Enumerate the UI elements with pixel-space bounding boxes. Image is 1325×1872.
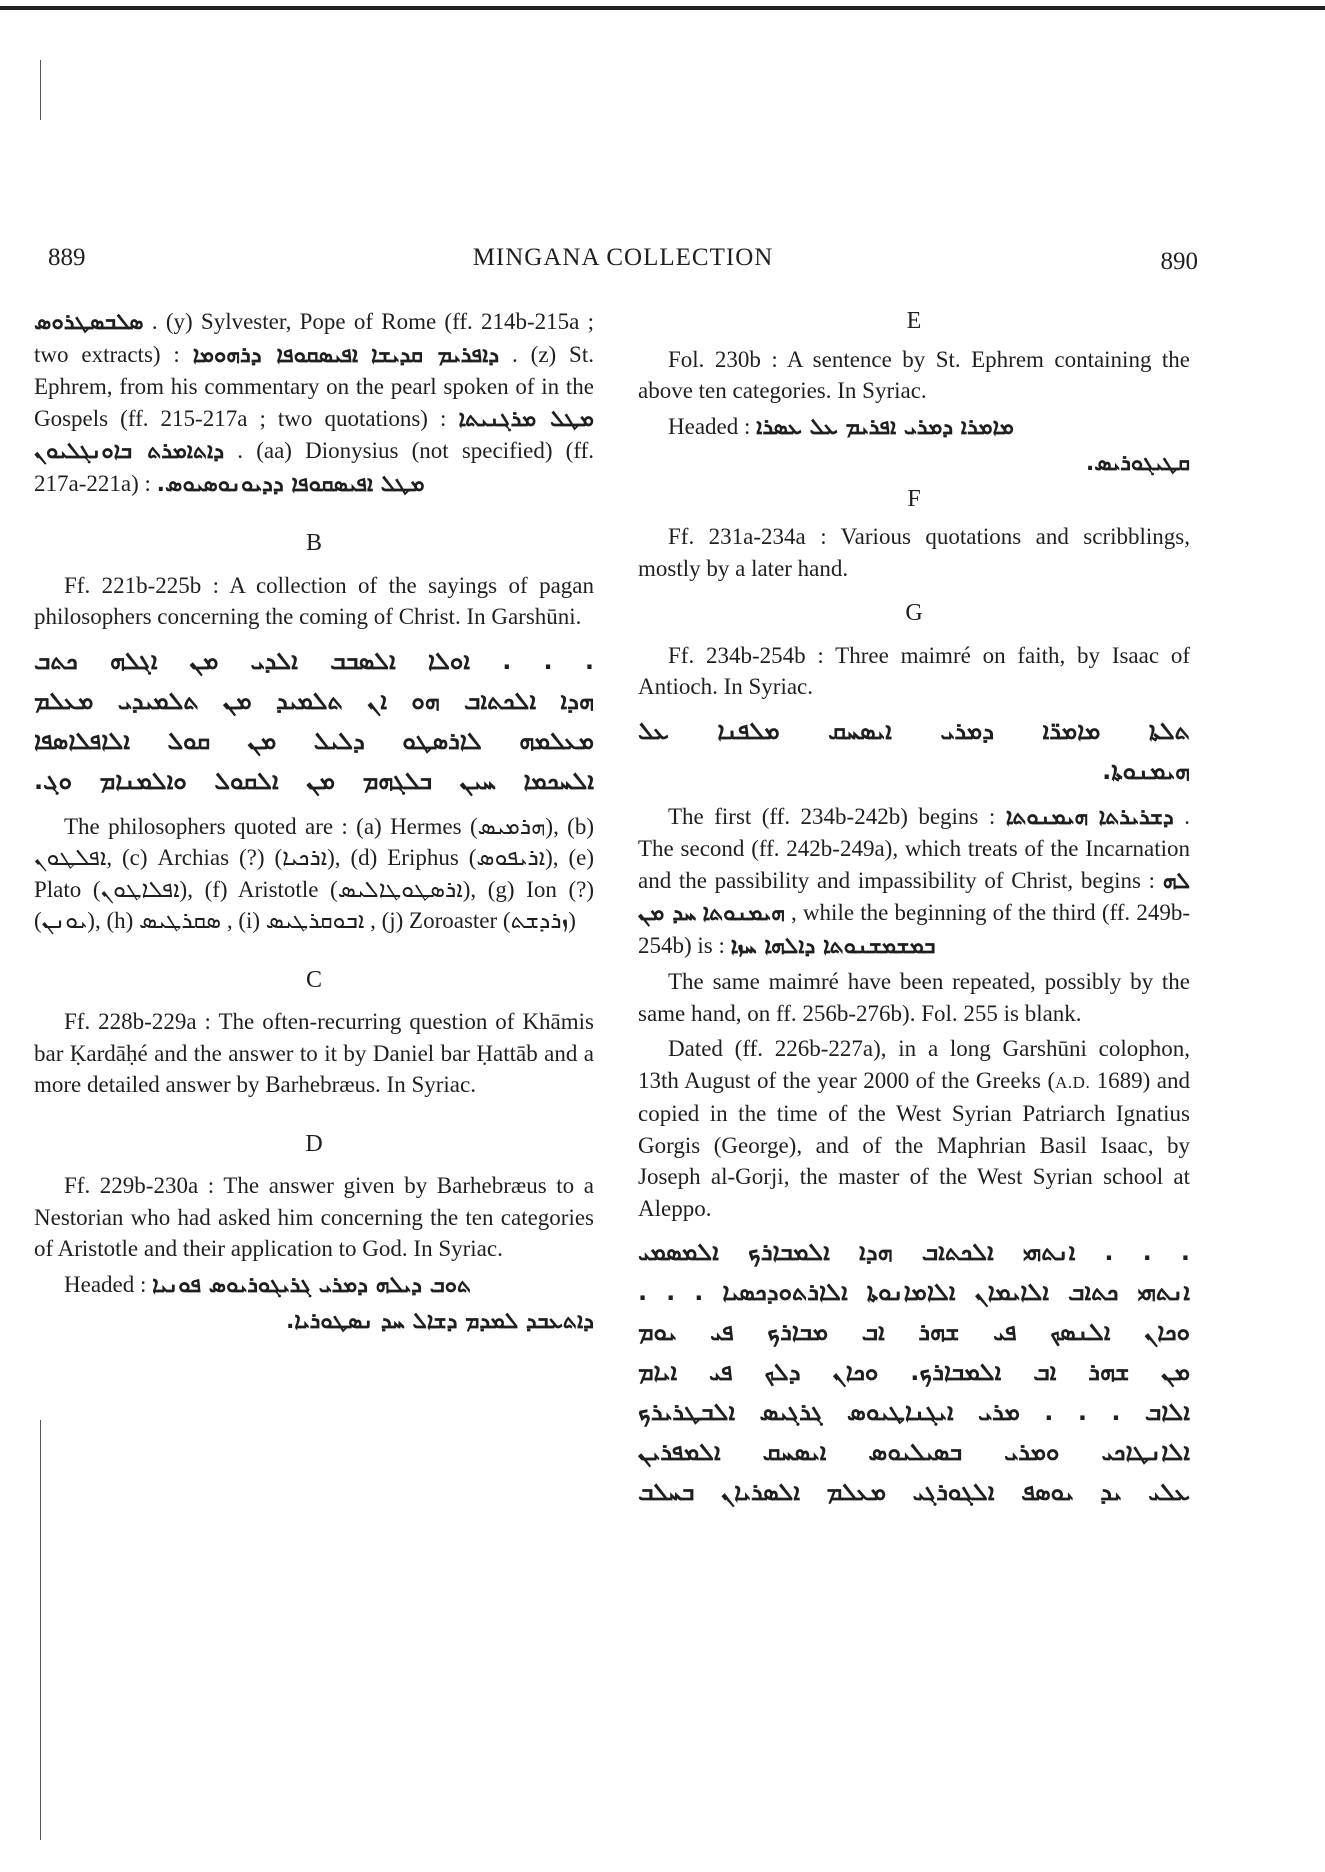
syriac-text: ܕܐܬܥܒܕ ܠܡܕܡ ܕܫܐܠ ܚܕ ܢܣܛܘܪܝܐ. (285, 1309, 594, 1334)
body-text: . The second (ff. 242b-249a), which treats of the Incarnation and the passibility and impassibility of Christ, begins : (638, 803, 1191, 893)
syriac-text: ܗܝܡܢܘܬܐ (1005, 804, 1089, 830)
syriac-line: ܐܠܚܟܡܐ ܚܝܢ ܒܠܓܗܡ ܡܢ ܐܠܩܘܠ ܘܐܠܡܢܐܡ ܘܓ. (34, 766, 594, 795)
section-heading-g: G (905, 600, 923, 626)
syriac-line: . . . ܐܘܠܐ ܐܠܣܒܒ ܐܠܕܝ ܡܢ ܐܓܠܗ ܟܬܒ (34, 646, 594, 675)
section-heading-c: C (305, 966, 322, 993)
running-header (48, 244, 1198, 280)
garshuni-quotation (34, 641, 594, 801)
section-e-heading-cont (638, 447, 1190, 480)
maimre-incipits (638, 801, 1190, 963)
colophon-description (638, 1033, 1190, 1224)
syriac-line: ܗܕܐ ܐܠܟܬܐܒ ܗܘ ܐܢ ܬܠܡܝܕ ܡܢ ܬܠܡܝܕܝ ܡܥܠܡ (34, 686, 594, 715)
section-heading-d: D (305, 1130, 323, 1157)
syriac-text: ܕܫܪܝܪܬܐ (1098, 804, 1174, 830)
left-page-number: 889 (48, 244, 86, 271)
section-e-heading-line (638, 411, 1190, 444)
headed-label: Headed : (64, 1271, 147, 1297)
syriac-text: ܗܝܡܢܘܬܐ (702, 901, 785, 926)
syriac-text: ܣܠܒܣܛܪܘܣ (34, 310, 144, 335)
body-text: The first (ff. 234b-242b) begins : (668, 803, 996, 829)
body-text: . (z) St. Ephrem, from his commentary on the pearl spoken of in the Gospels (ff. 215-217a ; two quotations) : (34, 341, 594, 431)
section-d-text: Ff. 229b-230a : The answer given by Barhebræus to a Nestorian who had asked him concerning the ten categories of Aristotle and their application to God. In Syriac. (34, 1173, 594, 1261)
syriac-text: ܩܛܝܓܘܪܝܣ. (1085, 451, 1190, 476)
body-text: 1689) and copied in the time of the West Syrian Patriarch Ignatius Gorgis (George), and of the Maphrian Basil Isaac, by Joseph al-Gorji, the master of the West Syrian school at Aleppo. (638, 1067, 1190, 1221)
margin-mark (40, 1420, 41, 1840)
body-text: Dated (ff. 226b-227a), in a long Garshūni colophon, 13th August of the year 2000 of the Greeks ( (638, 1036, 1190, 1093)
section-f-text: Ff. 231a-234a : Various quotations and scribblings, mostly by a later hand. (638, 524, 1190, 581)
section-heading-b: B (305, 530, 322, 556)
right-page-number: 890 (1160, 248, 1198, 275)
section-d-heading-cont (34, 1305, 594, 1338)
repetition-note: The same maimré have been repeated, possibly by the same hand, on ff. 256b-276b). Fol. 255 is blank. (638, 969, 1190, 1026)
section-d-heading-line (34, 1269, 594, 1302)
syriac-text: ܡܛܠ ܐܦܝܣܩܘܦܐ ܕܕܝܘܢܘܣܝܘܣ. (156, 471, 425, 497)
top-rule (0, 6, 1325, 10)
headed-label: Headed : (668, 413, 751, 439)
syriac-text: ܬܘܒ ܕܝܠܗ ܕܡܪܝ ܓܪܝܓܘܪܝܘܣ ܦܘܢܝܐ (152, 1272, 472, 1298)
body-text: . (y) Sylvester, Pope of Rome (ff. 214b-215a ; two extracts) : (34, 309, 595, 367)
left-column (34, 306, 594, 1342)
syriac-line: ܘܟܐܢ ܐܠܢܣܟ ܦܝ ܫܗܪ ܐܒ ܡܒܐܪܟ ܦܝ ܝܘܡ (638, 1318, 1190, 1346)
syriac-line: . . . ܐܢܬܗܝ ܐܠܟܬܐܒ ܗܕܐ ܐܠܡܒܐܪܟ ܐܠܡܣܡܝ (638, 1238, 1190, 1266)
right-column (638, 306, 1190, 1522)
syriac-line: ܡܥܠܡܗ ܠܐܪܣܛܘ ܕܠܝܠ ܡܢ ܩܘܠ ܐܠܐܦܠܐܣܦܐ (34, 726, 594, 755)
syriac-title (638, 711, 1190, 791)
syriac-line: ܐܠܐܒ . . . ܡܪܝ ܐܝܓܢܐܛܝܘܣ ܓܪܓܝܣ ܐܠܒܛܪܝܪܟ (638, 1398, 1190, 1426)
syriac-line: ܡܢ ܫܗܪ ܐܒ ܐܠܡܒܐܪܟ. ܘܟܐܢ ܕܠܟ ܦܝ ܐܝܐܡ (638, 1358, 1190, 1386)
syriac-text: ܠܗ ܚܕ ܡܢ (638, 868, 1190, 926)
syriac-line: ܗܝܡܢܘܬܐ. (1102, 756, 1190, 785)
margin-mark (40, 60, 41, 120)
garshuni-colophon (638, 1232, 1190, 1512)
syriac-text: ܡܐܡܪܐ ܕܡܪܝ ܐܦܪܝܡ ܥܠ ܥܣܪܐ (756, 414, 1014, 440)
section-heading-f: F (907, 485, 921, 512)
syriac-text: ܒܡܫܡܫܢܘܬܐ ܕܐܠܗܐ ܚܙܐ (730, 933, 936, 959)
section-b-text: Ff. 221b-225b : A collection of the sayings of pagan philosophers concerning the coming of Christ. In Garshūni. (34, 572, 594, 629)
syriac-line: ܥܠܝ ܝܕ ܝܘܣܦ ܐܠܓܘܪܓܝ ܡܥܠܡ ܐܠܣܪܝܐܢ ܒܚܠܒ (638, 1478, 1190, 1506)
syriac-line: ܐܠܐܢܛܐܟܝ ܘܡܪܝ ܒܣܝܠܝܘܣ ܐܝܣܚܩ ܐܠܡܦܪܝܢ (638, 1438, 1190, 1466)
syriac-line: ܬܠܬܐ ܡܐܡܪ̈ܐ ܕܡܪܝ ܐܝܣܚܩ ܡܠܦܢܐ ܥܠ (638, 716, 1190, 745)
syriac-text: ܕܐܦܪܝܡ ܩܕܝܫܐ (370, 342, 500, 368)
page-title: MINGANA COLLECTION (472, 244, 774, 271)
syriac-text: ܕܐܬܐܡܪܬ ܒܐܘܢܓܠܝܘܢ (34, 439, 225, 464)
section-g-text: Ff. 234b-254b : Three maimré on faith, by Isaac of Antioch. In Syriac. (638, 642, 1190, 699)
era-label: A.D. (1055, 1072, 1091, 1092)
syriac-text: ܐܦܝܣܩܘܦܐ ܕܪܗܘܡܐ (192, 342, 359, 368)
section-heading-e: E (906, 308, 922, 334)
body-text: . (aa) Dionysius (not specified) (ff. 217a-221a) : (34, 438, 594, 496)
syriac-text: ܡܛܠ ܡܪܓܢܝܬܐ (458, 406, 595, 432)
entry-continuation (34, 306, 594, 500)
syriac-line: ܐܢܬܗܝ ܟܬܐܒ ܐܠܐܝܡܐܢ ܐܠܐܡܐܢܘܬܐ ܐܠܐܪܬܘܕܟܣܝܐ . . . (638, 1278, 1190, 1306)
section-e-text: Fol. 230b : A sentence by St. Ephrem containing the above ten categories. In Syriac. (638, 346, 1190, 403)
philosophers-list: The philosophers quoted are : (a) Hermes (ܗܪܡܝܣ), (b) ܐܦܠܛܘܢ, (c) Archias (?) (ܐܪܟܝܐ), (d) Eriphus (ܐܪܝܦܘܣ), (e) Plato (ܐܦܠܐܛܘܢ), (f) Aristotle (ܐܪܣܛܘܛܐܠܝܣ), (g) Ion (?) (ܝܘܢܢ), (h) ܣܩܪܛܝܣ , (i) ܐܒܘܩܪܛܝܣ , (j) Zoroaster (ܙܪܕܫܬ) (34, 813, 595, 933)
section-c-text: Ff. 228b-229a : The often-recurring question of Khāmis bar Ḳardāḥé and the answer to it by Daniel bar Ḥattāb and a more detailed answer by Barhebræus. In Syriac. (34, 1009, 594, 1097)
body-text: , while the beginning of the third (ff. 249b-254b) is : (638, 900, 1190, 958)
